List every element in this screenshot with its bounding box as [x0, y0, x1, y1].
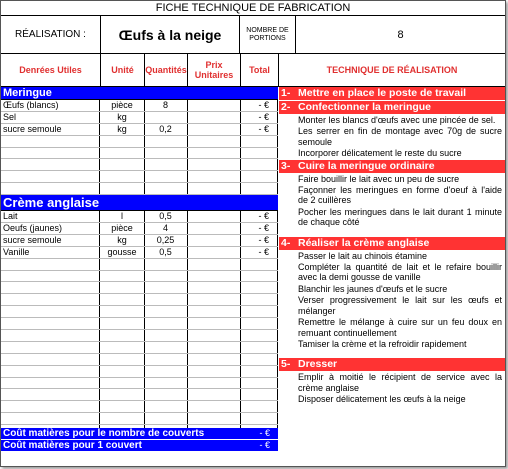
realisation-label-cell [1, 16, 101, 54]
empty-row [1, 159, 278, 171]
empty-cell[interactable] [187, 183, 241, 194]
empty-row [1, 282, 278, 294]
instruction-line: Pocher les meringues dans le lait durant 1 minute de chaque côté [298, 206, 502, 228]
empty-row [1, 330, 278, 342]
empty-cell[interactable] [240, 136, 278, 147]
empty-cell[interactable] [144, 401, 188, 412]
empty-cell[interactable] [144, 294, 188, 305]
empty-cell[interactable] [1, 366, 100, 377]
empty-row [1, 259, 278, 271]
step-label: Confectionner la meringue [298, 101, 432, 113]
ingredient-price[interactable] [187, 247, 241, 258]
col-quantites: Quantités [145, 54, 188, 87]
empty-cell[interactable] [144, 330, 188, 341]
empty-row [1, 306, 278, 318]
section-title: Meringue [3, 87, 52, 99]
ingredient-row [1, 223, 278, 235]
ingredient-price[interactable] [187, 112, 241, 123]
col-denrees: Denrées Utiles [1, 54, 101, 87]
empty-row [1, 354, 278, 366]
empty-row [1, 136, 278, 148]
ingredient-row [1, 235, 278, 247]
empty-row [1, 171, 278, 183]
ingredient-name[interactable]: sucre semoule [1, 235, 100, 246]
empty-cell[interactable] [1, 159, 100, 170]
step-instructions [279, 251, 505, 350]
empty-cell[interactable] [144, 282, 188, 293]
ingredient-qty[interactable]: 0,2 [144, 124, 188, 135]
empty-cell[interactable] [100, 171, 145, 182]
empty-cell[interactable] [187, 378, 241, 389]
ingredient-row [1, 112, 278, 124]
empty-cell[interactable] [240, 306, 278, 317]
empty-row [1, 148, 278, 160]
empty-cell[interactable] [100, 389, 145, 400]
ingredient-unit[interactable]: kg [100, 235, 145, 246]
instruction-line: Passer le lait au chinois étamine [298, 250, 428, 261]
empty-cell[interactable] [240, 413, 278, 424]
step-number: 2- [281, 101, 291, 113]
ingredient-total[interactable]: - € [240, 211, 278, 222]
empty-cell[interactable] [100, 318, 145, 329]
empty-cell[interactable] [1, 136, 100, 147]
step-instructions [279, 372, 505, 404]
cost-per-label: Coût matières pour 1 couvert [3, 440, 142, 451]
ingredient-row [1, 211, 278, 223]
empty-cell[interactable] [144, 259, 188, 270]
empty-row [1, 413, 278, 425]
empty-cell[interactable] [1, 271, 100, 282]
portions-value: 8 [397, 28, 404, 41]
ingredient-qty[interactable]: 4 [144, 223, 188, 234]
step-number: 3- [281, 159, 291, 172]
empty-cell[interactable] [100, 159, 145, 170]
empty-cell[interactable] [187, 159, 241, 170]
ingredient-unit[interactable]: l [100, 211, 145, 222]
empty-cell[interactable] [144, 159, 188, 170]
realisation-label: RÉALISATION : [15, 29, 86, 40]
section-header [1, 195, 278, 211]
instruction-line: Emplir à moitié le récipient de service avec la crème anglaise [298, 372, 502, 393]
ingredient-unit[interactable]: kg [100, 112, 145, 123]
empty-cell[interactable] [240, 330, 278, 341]
empty-row [1, 271, 278, 283]
empty-cell[interactable] [1, 171, 100, 182]
ingredient-qty[interactable]: 0,25 [144, 235, 188, 246]
empty-row [1, 378, 278, 390]
empty-cell[interactable] [144, 318, 188, 329]
empty-cell[interactable] [187, 318, 241, 329]
empty-cell[interactable] [240, 294, 278, 305]
ingredient-unit[interactable]: kg [100, 124, 145, 135]
empty-cell[interactable] [144, 354, 188, 365]
empty-cell[interactable] [144, 183, 188, 194]
dish-name-cell[interactable] [101, 16, 240, 54]
cost-total-row [1, 428, 278, 439]
ingredient-name[interactable]: Œufs (blancs) [1, 100, 100, 111]
ingredient-total[interactable]: - € [240, 223, 278, 234]
instruction-line: Incorporer délicatement le reste du sucre [298, 148, 462, 159]
empty-cell[interactable] [240, 271, 278, 282]
empty-cell[interactable] [240, 171, 278, 182]
dish-name: Œufs à la neige [118, 26, 222, 43]
empty-cell[interactable] [1, 342, 100, 353]
empty-cell[interactable] [100, 366, 145, 377]
empty-row [1, 294, 278, 306]
empty-cell[interactable] [144, 306, 188, 317]
empty-row [1, 366, 278, 378]
ingredient-row [1, 247, 278, 259]
empty-row [1, 318, 278, 330]
empty-cell[interactable] [100, 259, 145, 270]
col-technique: TECHNIQUE DE RÉALISATION [279, 54, 505, 87]
portions-value-cell[interactable] [296, 16, 505, 54]
cost-per-row [1, 440, 278, 451]
ingredient-row [1, 100, 278, 112]
empty-row [1, 389, 278, 401]
empty-cell[interactable] [144, 413, 188, 424]
cost-total-value[interactable]: - € [259, 428, 270, 438]
empty-cell[interactable] [100, 378, 145, 389]
step-header [279, 160, 505, 174]
empty-cell[interactable] [187, 389, 241, 400]
empty-cell[interactable] [100, 148, 145, 159]
empty-cell[interactable] [187, 294, 241, 305]
step-header [279, 358, 505, 372]
empty-cell[interactable] [100, 136, 145, 147]
spacer [279, 229, 505, 237]
empty-cell[interactable] [240, 354, 278, 365]
empty-cell[interactable] [187, 148, 241, 159]
instruction-line: Faire bouillir le lait avec un peu de sucre [298, 173, 460, 184]
step-instructions [279, 115, 505, 159]
empty-cell[interactable] [144, 378, 188, 389]
empty-cell[interactable] [187, 413, 241, 424]
empty-cell[interactable] [144, 342, 188, 353]
instruction-line: Monter les blancs d'œufs avec une pincée de sel. [298, 115, 496, 125]
empty-cell[interactable] [240, 282, 278, 293]
empty-cell[interactable] [1, 282, 100, 293]
step-label: Mettre en place le poste de travail [298, 87, 467, 99]
step-header [279, 101, 505, 115]
step-header [279, 87, 505, 101]
ingredient-total[interactable]: - € [240, 112, 278, 123]
empty-cell[interactable] [100, 294, 145, 305]
cost-per-value[interactable]: - € [259, 440, 270, 450]
col-prix: Prix Unitaires [188, 54, 241, 87]
ingredient-total[interactable]: - € [240, 100, 278, 111]
empty-cell[interactable] [144, 366, 188, 377]
section-header [1, 87, 278, 100]
instruction-line: Remettre le mélange à cuire sur un feu doux en remuant continuellement [298, 317, 502, 338]
empty-cell[interactable] [144, 136, 188, 147]
ingredient-unit[interactable]: pièce [100, 223, 145, 234]
portions-label: NOMBRE DE PORTIONS [246, 26, 289, 42]
ingredient-price[interactable] [187, 100, 241, 111]
empty-cell[interactable] [240, 318, 278, 329]
empty-row [1, 401, 278, 413]
instruction-line: Les serrer en fin de montage avec 70g de sucre semoule [298, 126, 502, 147]
instruction-line: Façonner les meringues en forme d'oeuf à l'aide de 2 cuillères [298, 185, 502, 206]
ingredient-total[interactable]: - € [240, 247, 278, 258]
empty-cell[interactable] [1, 330, 100, 341]
technique-column [279, 87, 505, 406]
empty-cell[interactable] [144, 271, 188, 282]
ingredient-unit[interactable]: gousse [100, 247, 145, 258]
step-instructions [279, 174, 505, 228]
empty-cell[interactable] [187, 342, 241, 353]
empty-cell[interactable] [187, 366, 241, 377]
ingredient-name[interactable]: Oeufs (jaunes) [1, 223, 100, 234]
empty-cell[interactable] [1, 354, 100, 365]
empty-cell[interactable] [240, 148, 278, 159]
ingredient-name[interactable]: Lait [1, 211, 100, 222]
ingredient-name[interactable]: sucre semoule [1, 124, 100, 135]
instruction-line: Disposer délicatement les œufs à la neige [298, 394, 466, 405]
empty-cell[interactable] [1, 318, 100, 329]
ingredient-price[interactable] [187, 235, 241, 246]
ingredient-qty[interactable] [144, 112, 188, 123]
empty-cell[interactable] [144, 148, 188, 159]
empty-cell[interactable] [187, 354, 241, 365]
empty-cell[interactable] [100, 354, 145, 365]
step-number: 4- [281, 236, 291, 249]
ingredient-price[interactable] [187, 124, 241, 135]
ingredient-qty[interactable]: 0,5 [144, 247, 188, 258]
ingredient-qty[interactable]: 0,5 [144, 211, 188, 222]
cost-total-label: Coût matières pour le nombre de couverts [3, 428, 205, 439]
empty-row [1, 342, 278, 354]
empty-cell[interactable] [1, 389, 100, 400]
ingredient-total[interactable]: - € [240, 124, 278, 135]
empty-cell[interactable] [240, 259, 278, 270]
section-title: Crème anglaise [3, 195, 100, 211]
ingredients-table [1, 87, 278, 437]
empty-cell[interactable] [1, 294, 100, 305]
empty-cell[interactable] [1, 378, 100, 389]
empty-cell[interactable] [1, 401, 100, 412]
empty-cell[interactable] [240, 183, 278, 194]
step-label: Dresser [298, 358, 338, 371]
ingredient-total[interactable]: - € [240, 235, 278, 246]
empty-row [1, 183, 278, 195]
empty-cell[interactable] [187, 330, 241, 341]
empty-cell[interactable] [240, 366, 278, 377]
empty-cell[interactable] [240, 342, 278, 353]
ingredient-price[interactable] [187, 211, 241, 222]
empty-cell[interactable] [187, 171, 241, 182]
empty-cell[interactable] [187, 282, 241, 293]
empty-cell[interactable] [240, 159, 278, 170]
empty-cell[interactable] [100, 282, 145, 293]
col-total: Total [241, 54, 279, 87]
empty-cell[interactable] [187, 136, 241, 147]
empty-cell[interactable] [144, 389, 188, 400]
empty-cell[interactable] [1, 259, 100, 270]
empty-cell[interactable] [1, 306, 100, 317]
ingredient-row [1, 124, 278, 136]
ingredient-price[interactable] [187, 223, 241, 234]
step-number: 5- [281, 358, 291, 371]
empty-cell[interactable] [100, 330, 145, 341]
step-header [279, 237, 505, 251]
empty-cell[interactable] [187, 271, 241, 282]
empty-cell[interactable] [240, 378, 278, 389]
empty-cell[interactable] [240, 401, 278, 412]
col-unite: Unité [101, 54, 145, 87]
step-number: 1- [281, 87, 291, 99]
empty-cell[interactable] [240, 389, 278, 400]
empty-cell[interactable] [1, 148, 100, 159]
instruction-line: Blanchir les jaunes d'œufs et le sucre [298, 283, 448, 294]
ingredient-unit[interactable]: pièce [100, 100, 145, 111]
empty-cell[interactable] [100, 183, 145, 194]
empty-cell[interactable] [100, 271, 145, 282]
empty-cell[interactable] [100, 413, 145, 424]
empty-cell[interactable] [1, 413, 100, 424]
instruction-line: Verser progressivement le lait sur les œufs et mélanger [298, 295, 502, 316]
empty-cell[interactable] [1, 183, 100, 194]
empty-cell[interactable] [187, 306, 241, 317]
instruction-line: Tamiser la crème et la refroidir rapidement [298, 338, 467, 349]
step-label: Réaliser la crème anglaise [298, 236, 430, 249]
portions-label-cell [240, 16, 296, 54]
ingredient-name[interactable]: Vanille [1, 247, 100, 258]
sheet-title: FICHE TECHNIQUE DE FABRICATION [1, 1, 505, 16]
empty-cell[interactable] [187, 259, 241, 270]
empty-cell[interactable] [100, 401, 145, 412]
empty-cell[interactable] [100, 342, 145, 353]
spacer [279, 350, 505, 358]
empty-cell[interactable] [187, 401, 241, 412]
ingredient-name[interactable]: Sel [1, 112, 100, 123]
instruction-line: Compléter la quantité de lait et le refaire bouillir avec la demi gousse de vanille [298, 262, 502, 283]
empty-cell[interactable] [100, 306, 145, 317]
empty-cell[interactable] [144, 171, 188, 182]
step-label: Cuire la meringue ordinaire [298, 159, 435, 172]
ingredient-qty[interactable]: 8 [144, 100, 188, 111]
